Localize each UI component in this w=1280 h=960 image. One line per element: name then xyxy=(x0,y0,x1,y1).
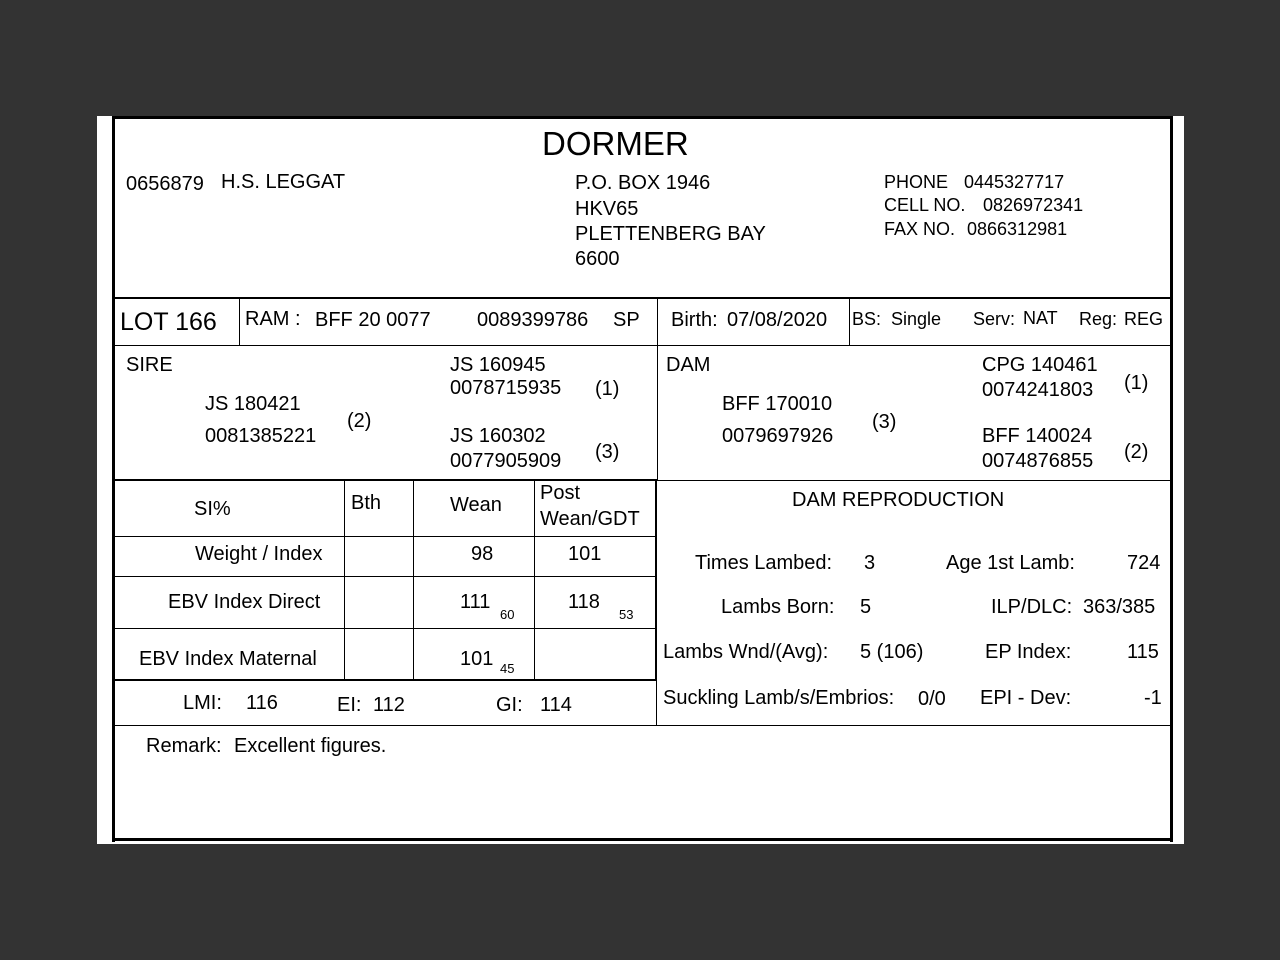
breed-title: DORMER xyxy=(542,125,689,162)
dam-dam-id: BFF 140024 xyxy=(982,425,1093,447)
gi-value: 114 xyxy=(540,694,572,716)
birth-date: 07/08/2020 xyxy=(727,309,828,331)
address-line-1: P.O. BOX 1946 xyxy=(575,172,711,194)
dam-dam-grade: (2) xyxy=(1124,441,1149,463)
pedigree-bottom-line-right xyxy=(657,480,1173,481)
ebv-direct-wean: 111 xyxy=(460,591,491,613)
fax-label: FAX NO. xyxy=(884,219,956,239)
divider xyxy=(656,680,657,726)
cell-number: 0826972341 xyxy=(983,195,1084,215)
divider xyxy=(112,536,656,537)
phone-label: PHONE xyxy=(884,172,949,192)
breeder-name: H.S. LEGGAT xyxy=(221,171,346,193)
gi-label: GI: xyxy=(496,694,523,716)
ram-number: 0089399786 xyxy=(477,309,589,331)
ebv-direct-post: 118 xyxy=(568,591,600,613)
sire-sire-id: JS 160945 xyxy=(450,354,546,376)
divider xyxy=(112,679,657,681)
pedigree-bottom-line-left xyxy=(112,479,657,481)
lot-number: LOT 166 xyxy=(120,308,217,336)
row-label-weight-index: Weight / Index xyxy=(195,543,323,565)
lambs-born-label: Lambs Born: xyxy=(721,596,835,618)
ebv-maternal-wean-accuracy: 45 xyxy=(500,661,515,676)
dam-sire-grade: (1) xyxy=(1124,372,1149,394)
divider xyxy=(112,628,656,629)
sire-dam-id: JS 160302 xyxy=(450,425,546,447)
sire-heading: SIRE xyxy=(126,354,173,376)
ep-index-value: 115 xyxy=(1127,641,1159,663)
row-label-ebv-maternal: EBV Index Maternal xyxy=(139,648,317,670)
lambs-weaned-label: Lambs Wnd/(Avg): xyxy=(663,641,829,663)
reg-value: REG xyxy=(1124,309,1164,329)
col-wean-header: Wean xyxy=(450,494,502,516)
bs-label: BS: xyxy=(852,309,882,329)
serv-value: NAT xyxy=(1023,308,1058,328)
remark-label: Remark: xyxy=(146,735,222,757)
weight-index-wean: 98 xyxy=(471,543,494,565)
ram-label: RAM : xyxy=(245,308,301,330)
lot-row-top-line xyxy=(112,297,1173,299)
frame-bottom xyxy=(112,838,1173,841)
ei-label: EI: xyxy=(337,694,362,716)
ebv-direct-wean-accuracy: 60 xyxy=(500,607,515,622)
lot-card xyxy=(97,116,1184,844)
sire-dam-grade: (3) xyxy=(595,441,620,463)
divider xyxy=(112,576,656,577)
dam-sire-id: CPG 140461 xyxy=(982,354,1098,376)
weight-index-post: 101 xyxy=(568,543,602,565)
dam-reproduction-heading: DAM REPRODUCTION xyxy=(792,489,1005,511)
lot-row-bottom-line xyxy=(112,345,1173,346)
sire-id: JS 180421 xyxy=(205,393,301,415)
divider xyxy=(657,298,658,345)
divider xyxy=(112,725,1173,726)
address-line-3: PLETTENBERG BAY xyxy=(575,223,766,245)
address-line-2: HKV65 xyxy=(575,198,639,220)
row-label-ebv-direct: EBV Index Direct xyxy=(168,591,321,613)
fax-number: 0866312981 xyxy=(967,219,1068,239)
col-si-header: SI% xyxy=(194,498,231,520)
ebv-maternal-wean: 101 xyxy=(460,648,494,670)
ei-value: 112 xyxy=(373,694,405,716)
col-post-header-1: Post xyxy=(540,482,581,504)
bs-value: Single xyxy=(891,309,942,329)
ram-suffix: SP xyxy=(613,309,640,331)
sire-number: 0081385221 xyxy=(205,425,317,447)
ram-id: BFF 20 0077 xyxy=(315,309,431,331)
frame-right xyxy=(1170,116,1173,842)
age-first-lamb-value: 724 xyxy=(1127,552,1161,574)
divider xyxy=(239,298,240,345)
address-line-4: 6600 xyxy=(575,248,620,270)
age-first-lamb-label: Age 1st Lamb: xyxy=(946,552,1075,574)
epi-dev-label: EPI - Dev: xyxy=(980,687,1072,709)
reg-label: Reg: xyxy=(1079,309,1118,329)
ilp-dlc-value: 363/385 xyxy=(1083,596,1156,618)
suckling-lambs-label: Suckling Lamb/s/Embrios: xyxy=(663,687,895,709)
dam-heading: DAM xyxy=(666,354,711,376)
divider xyxy=(344,480,345,680)
dam-sire-number: 0074241803 xyxy=(982,379,1094,401)
ilp-dlc-label: ILP/DLC: xyxy=(991,596,1073,618)
sire-dam-number: 0077905909 xyxy=(450,450,562,472)
col-post-header-2: Wean/GDT xyxy=(540,508,640,530)
frame-top xyxy=(112,116,1173,119)
lmi-label: LMI: xyxy=(183,692,222,714)
phone-number: 0445327717 xyxy=(964,172,1065,192)
dam-dam-number: 0074876855 xyxy=(982,450,1094,472)
birth-label: Birth: xyxy=(671,309,718,331)
remark-text: Excellent figures. xyxy=(234,735,387,757)
sire-sire-grade: (1) xyxy=(595,378,620,400)
divider xyxy=(413,480,414,680)
divider xyxy=(657,345,658,480)
sire-sire-number: 0078715935 xyxy=(450,377,562,399)
ebv-direct-post-accuracy: 53 xyxy=(619,607,634,622)
performance-right-border xyxy=(655,480,657,680)
epi-dev-value: -1 xyxy=(1144,687,1162,709)
times-lambed-label: Times Lambed: xyxy=(695,552,833,574)
lambs-weaned-value: 5 (106) xyxy=(860,641,924,663)
dam-grade: (3) xyxy=(872,411,897,433)
breeder-code: 0656879 xyxy=(126,173,204,195)
divider xyxy=(534,480,535,680)
dam-number: 0079697926 xyxy=(722,425,834,447)
col-bth-header: Bth xyxy=(351,492,382,514)
serv-label: Serv: xyxy=(973,309,1016,329)
lambs-born-value: 5 xyxy=(860,596,872,618)
cell-label: CELL NO. xyxy=(884,195,966,215)
dam-id: BFF 170010 xyxy=(722,393,833,415)
suckling-lambs-value: 0/0 xyxy=(918,688,946,710)
sire-grade: (2) xyxy=(347,410,372,432)
times-lambed-value: 3 xyxy=(864,552,876,574)
lmi-value: 116 xyxy=(246,692,278,714)
ep-index-label: EP Index: xyxy=(985,641,1072,663)
divider xyxy=(849,298,850,345)
